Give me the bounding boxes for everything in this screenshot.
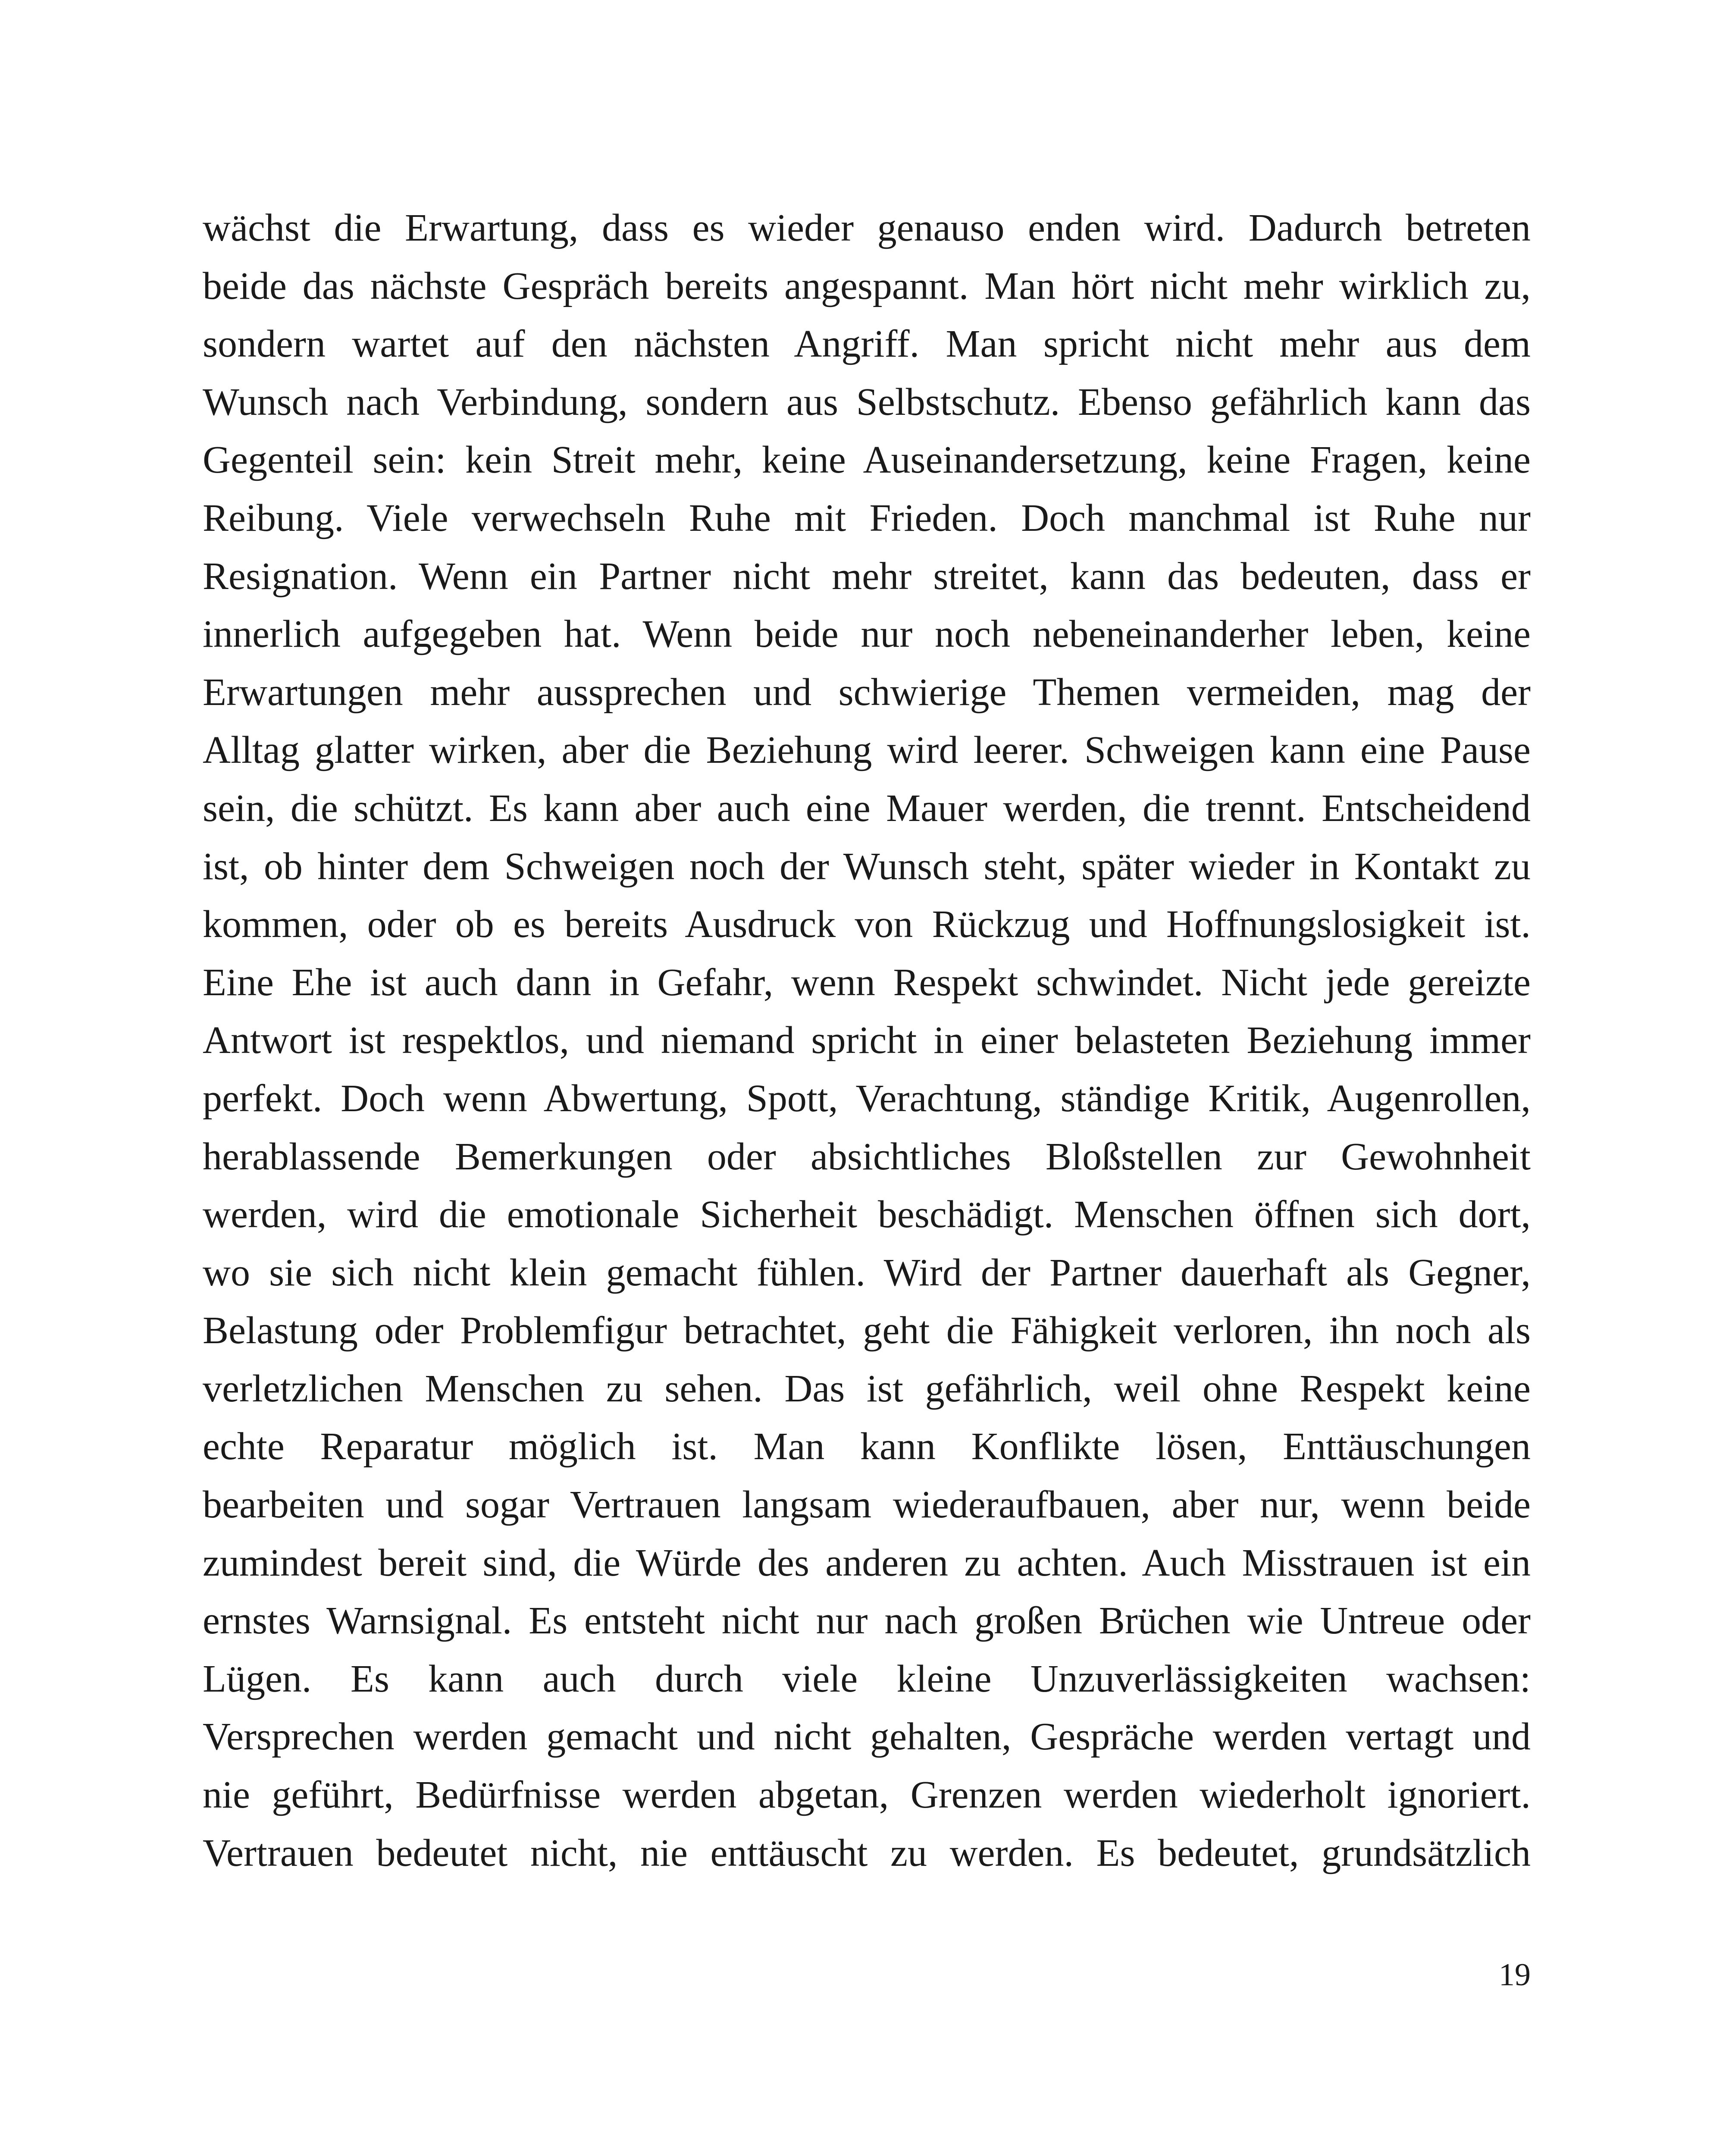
- text-line: Versprechen werden gemacht und nicht gehalten, Gespräche werden vertagt und: [203, 1715, 1531, 1758]
- text-line: kommen, oder ob es bereits Ausdruck von Rückzug und Hoffnungslosigkeit ist.: [203, 903, 1531, 946]
- text-line: bearbeiten und sogar Vertrauen langsam wiederaufbauen, aber nur, wenn beide: [203, 1483, 1531, 1526]
- body-text: [203, 199, 1531, 1882]
- text-line: wächst die Erwartung, dass es wieder genauso enden wird. Dadurch betreten: [203, 207, 1531, 249]
- text-line: ist, ob hinter dem Schweigen noch der Wunsch steht, später wieder in Kontakt zu: [203, 845, 1531, 888]
- text-line: innerlich aufgegeben hat. Wenn beide nur noch nebeneinanderher leben, keine: [203, 613, 1531, 656]
- text-line: Wunsch nach Verbindung, sondern aus Selbstschutz. Ebenso gefährlich kann das: [203, 380, 1531, 423]
- text-line: zumindest bereit sind, die Würde des anderen zu achten. Auch Misstrauen ist ein: [203, 1541, 1531, 1584]
- text-line: werden, wird die emotionale Sicherheit beschädigt. Menschen öffnen sich dort,: [203, 1193, 1531, 1236]
- text-line: beide das nächste Gespräch bereits angespannt. Man hört nicht mehr wirklich zu,: [203, 264, 1531, 307]
- text-line: verletzlichen Menschen zu sehen. Das ist gefährlich, weil ohne Respekt keine: [203, 1367, 1531, 1410]
- text-line: Lügen. Es kann auch durch viele kleine Unzuverlässigkeiten wachsen:: [203, 1657, 1531, 1700]
- text-line: Erwartungen mehr aussprechen und schwierige Themen vermeiden, mag der: [203, 671, 1531, 714]
- text-line: sondern wartet auf den nächsten Angriff. Man spricht nicht mehr aus dem: [203, 323, 1531, 366]
- page-number: 19: [1499, 1957, 1531, 1993]
- text-line: Reibung. Viele verwechseln Ruhe mit Frieden. Doch manchmal ist Ruhe nur: [203, 496, 1531, 539]
- text-line: Vertrauen bedeutet nicht, nie enttäuscht zu werden. Es bedeutet, grundsätzlich: [203, 1831, 1531, 1874]
- text-line: sein, die schützt. Es kann aber auch eine Mauer werden, die trennt. Entscheidend: [203, 787, 1531, 830]
- text-line: wo sie sich nicht klein gemacht fühlen. Wird der Partner dauerhaft als Gegner,: [203, 1251, 1531, 1294]
- text-line: perfekt. Doch wenn Abwertung, Spott, Verachtung, ständige Kritik, Augenrollen,: [203, 1077, 1531, 1120]
- text-line: nie geführt, Bedürfnisse werden abgetan, Grenzen werden wiederholt ignoriert.: [203, 1774, 1531, 1817]
- text-line: Resignation. Wenn ein Partner nicht mehr streitet, kann das bedeuten, dass er: [203, 555, 1531, 598]
- text-line: Eine Ehe ist auch dann in Gefahr, wenn Respekt schwindet. Nicht jede gereizte: [203, 961, 1531, 1004]
- text-line: Gegenteil sein: kein Streit mehr, keine Auseinandersetzung, keine Fragen, keine: [203, 439, 1531, 482]
- text-line: ernstes Warnsignal. Es entsteht nicht nur nach großen Brüchen wie Untreue oder: [203, 1599, 1531, 1642]
- text-line: herablassende Bemerkungen oder absichtliches Bloßstellen zur Gewohnheit: [203, 1135, 1531, 1178]
- text-line: Alltag glatter wirken, aber die Beziehung wird leerer. Schweigen kann eine Pause: [203, 729, 1531, 772]
- text-line: Belastung oder Problemfigur betrachtet, geht die Fähigkeit verloren, ihn noch als: [203, 1309, 1531, 1352]
- text-line: Antwort ist respektlos, und niemand spricht in einer belasteten Beziehung immer: [203, 1019, 1531, 1062]
- text-line: echte Reparatur möglich ist. Man kann Konflikte lösen, Enttäuschungen: [203, 1425, 1531, 1468]
